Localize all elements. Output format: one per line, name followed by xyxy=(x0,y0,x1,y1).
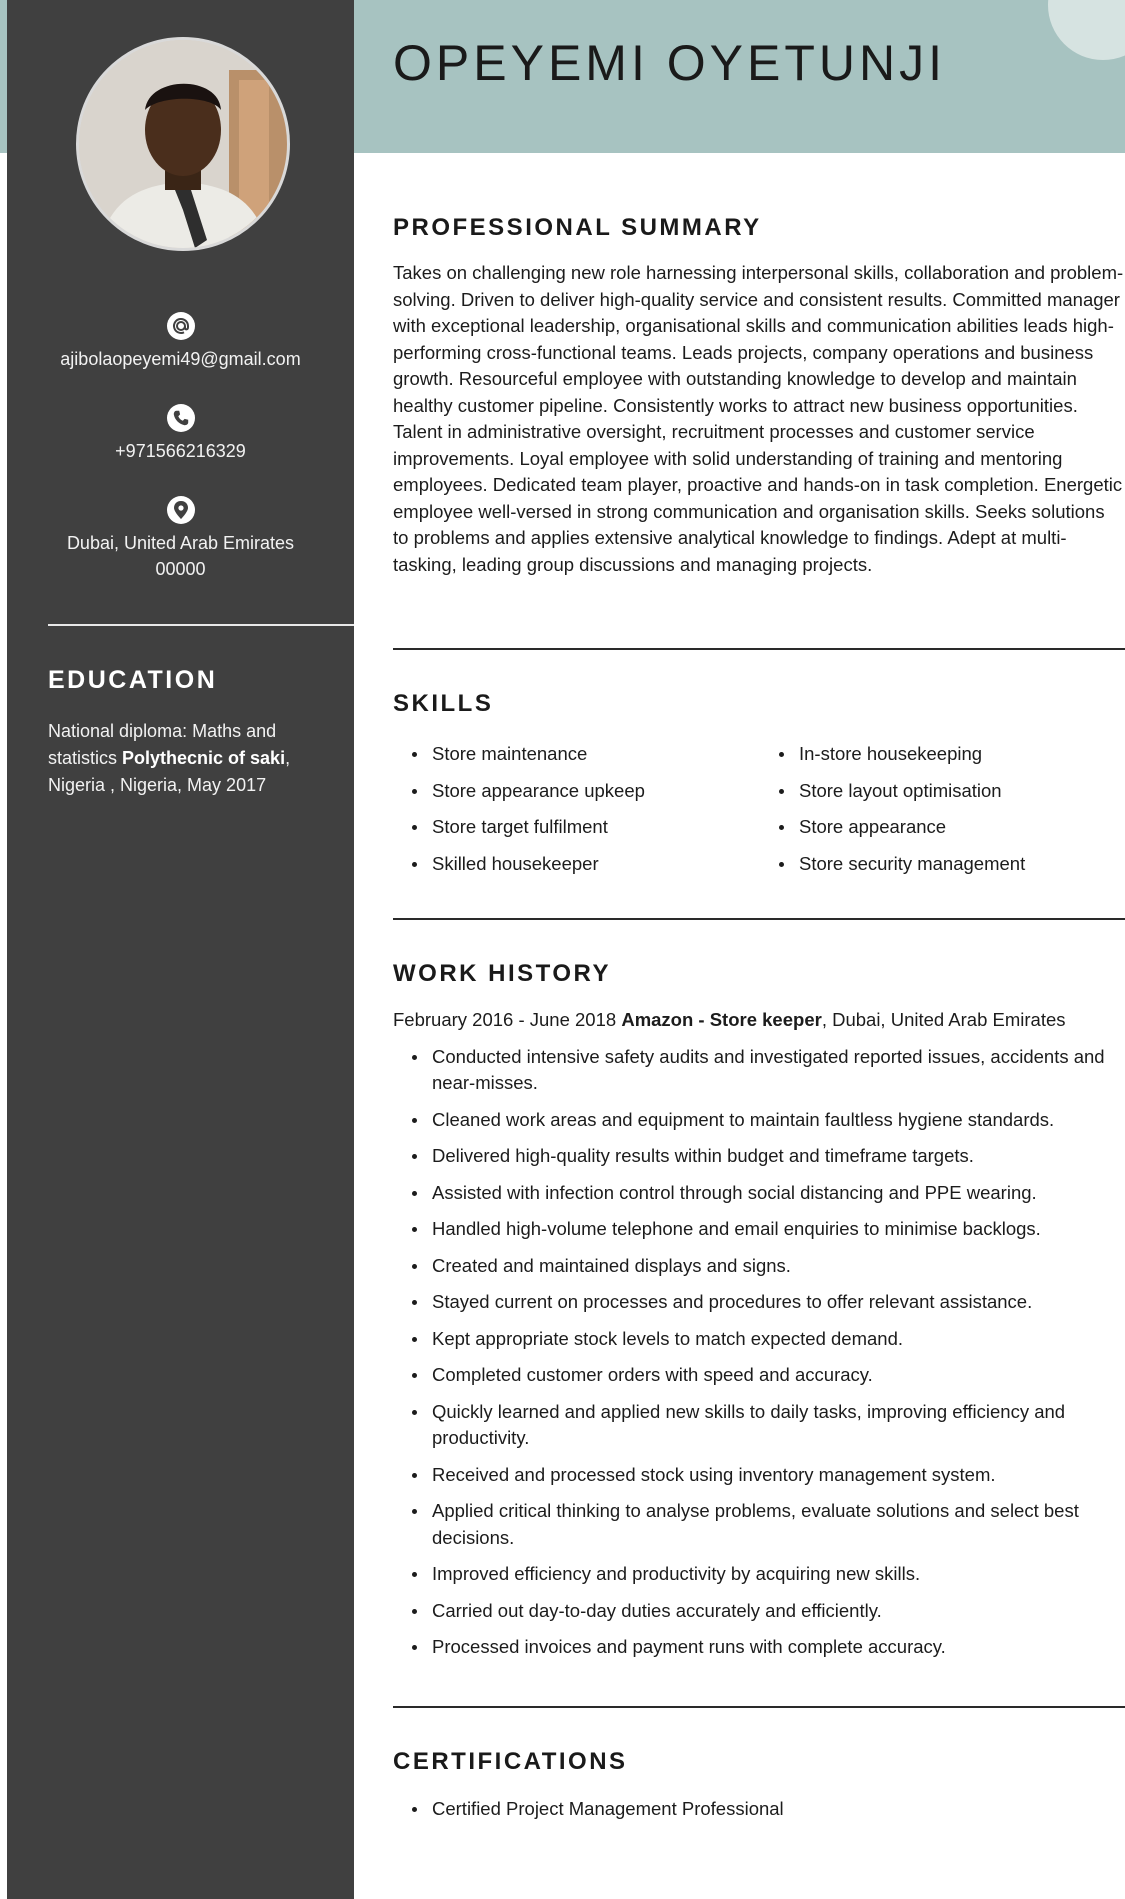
list-item: Kept appropriate stock levels to match expected demand. xyxy=(393,1326,1125,1353)
education-heading: EDUCATION xyxy=(48,666,218,694)
location-contact xyxy=(7,496,354,582)
list-item: Received and processed stock using inventory management system. xyxy=(393,1462,1125,1489)
list-item: Improved efficiency and productivity by acquiring new skills. xyxy=(393,1561,1125,1588)
education-field: statistics xyxy=(48,748,123,768)
list-item: Processed invoices and payment runs with complete accuracy. xyxy=(393,1634,1125,1661)
section-divider xyxy=(393,1706,1125,1708)
left-edge xyxy=(0,153,7,1899)
skills-heading: SKILLS xyxy=(393,690,494,717)
skills-right-column xyxy=(760,741,1120,887)
education-location-date: Nigeria , Nigeria, May 2017 xyxy=(48,775,267,795)
phone-contact xyxy=(7,404,354,464)
email-text[interactable]: ajibolaopeyemi49@gmail.com xyxy=(60,349,301,369)
certifications-heading: CERTIFICATIONS xyxy=(393,1748,628,1775)
candidate-name: OPEYEMI OYETUNJI xyxy=(393,35,946,91)
education-comma: , xyxy=(285,748,291,768)
list-item: Completed customer orders with speed and accuracy. xyxy=(393,1362,1125,1389)
summary-heading: PROFESSIONAL SUMMARY xyxy=(393,214,762,241)
skill-item: Skilled housekeeper xyxy=(393,851,753,878)
job-dates: February 2016 - June 2018 xyxy=(393,1009,622,1030)
summary-text: Takes on challenging new role harnessing interpersonal skills, collaboration and problem-solving. Driven to deliver high-quality service and consistent results. Committed manager with exceptional leadership, organisational skills and communication abilities leads high-performing cross-functional teams. Leads projects, company operations and business growth. Resourceful employee with outstanding knowledge to develop and maintain healthy customer pipeline. Consistently works to attract new business opportunities. Talent in administrative oversight, recruitment processes and customer service improvements. Loyal employee with solid understanding of training and mentoring employees. Dedicated team player, proactive and hands-on in task completion. Energetic employee well-versed in strong communication and organisation skills. Seeks solutions to problems and applies extensive analytical knowledge to findings. Adept at multi-tasking, leading group discussions and managing projects. xyxy=(393,262,1124,575)
list-item: Conducted intensive safety audits and investigated reported issues, accidents and near-misses. xyxy=(393,1044,1125,1097)
skill-item: Store layout optimisation xyxy=(760,778,1120,805)
skill-item: Store appearance xyxy=(760,814,1120,841)
skill-item: Store security management xyxy=(760,851,1120,878)
work-history-heading: WORK HISTORY xyxy=(393,960,612,987)
email-contact xyxy=(7,312,354,372)
skill-item: Store maintenance xyxy=(393,741,753,768)
certifications-section xyxy=(393,1748,1125,1833)
phone-text[interactable]: +971566216329 xyxy=(115,441,246,461)
at-icon xyxy=(167,312,195,340)
list-item: Stayed current on processes and procedures to offer relevant assistance. xyxy=(393,1289,1125,1316)
list-item: Created and maintained displays and signs. xyxy=(393,1253,1125,1280)
list-item: Carried out day-to-day duties accurately and efficiently. xyxy=(393,1598,1125,1625)
job-duties-list xyxy=(393,1044,1125,1661)
location-text xyxy=(7,530,354,582)
avatar xyxy=(76,37,290,251)
list-item: Quickly learned and applied new skills to daily tasks, improving efficiency and productivity. xyxy=(393,1399,1125,1452)
summary-section xyxy=(393,214,1125,578)
list-item: Certified Project Management Professional xyxy=(393,1796,1125,1823)
location-pin-icon xyxy=(167,496,195,524)
job-location: , Dubai, United Arab Emirates xyxy=(821,1009,1066,1030)
job-header xyxy=(393,1007,1125,1034)
job-employer-title: Amazon - Store keeper xyxy=(621,1009,822,1030)
location-line-1: Dubai, United Arab Emirates xyxy=(66,533,295,553)
education-school: Polythecnic of saki xyxy=(122,748,286,768)
sidebar-divider xyxy=(48,624,354,626)
list-item: Cleaned work areas and equipment to maintain faultless hygiene standards. xyxy=(393,1107,1125,1134)
phone-icon xyxy=(167,404,195,432)
skill-item: Store target fulfilment xyxy=(393,814,753,841)
left-accent-strip xyxy=(0,0,7,153)
profile-photo xyxy=(79,40,287,248)
education-degree: National diploma: Maths and xyxy=(48,721,277,741)
list-item: Handled high-volume telephone and email enquiries to minimise backlogs. xyxy=(393,1216,1125,1243)
sidebar xyxy=(7,0,354,1899)
skills-left-column xyxy=(393,741,753,887)
skill-item: Store appearance upkeep xyxy=(393,778,753,805)
location-line-2: 00000 xyxy=(155,559,206,579)
education-entry xyxy=(48,718,328,799)
work-history-section xyxy=(393,960,1125,1671)
section-divider xyxy=(393,648,1125,650)
skills-section xyxy=(393,690,1125,718)
skill-item: In-store housekeeping xyxy=(760,741,1120,768)
list-item: Delivered high-quality results within budget and timeframe targets. xyxy=(393,1143,1125,1170)
list-item: Assisted with infection control through social distancing and PPE wearing. xyxy=(393,1180,1125,1207)
certifications-list xyxy=(393,1796,1125,1823)
list-item: Applied critical thinking to analyse problems, evaluate solutions and select best decisions. xyxy=(393,1498,1125,1551)
section-divider xyxy=(393,918,1125,920)
